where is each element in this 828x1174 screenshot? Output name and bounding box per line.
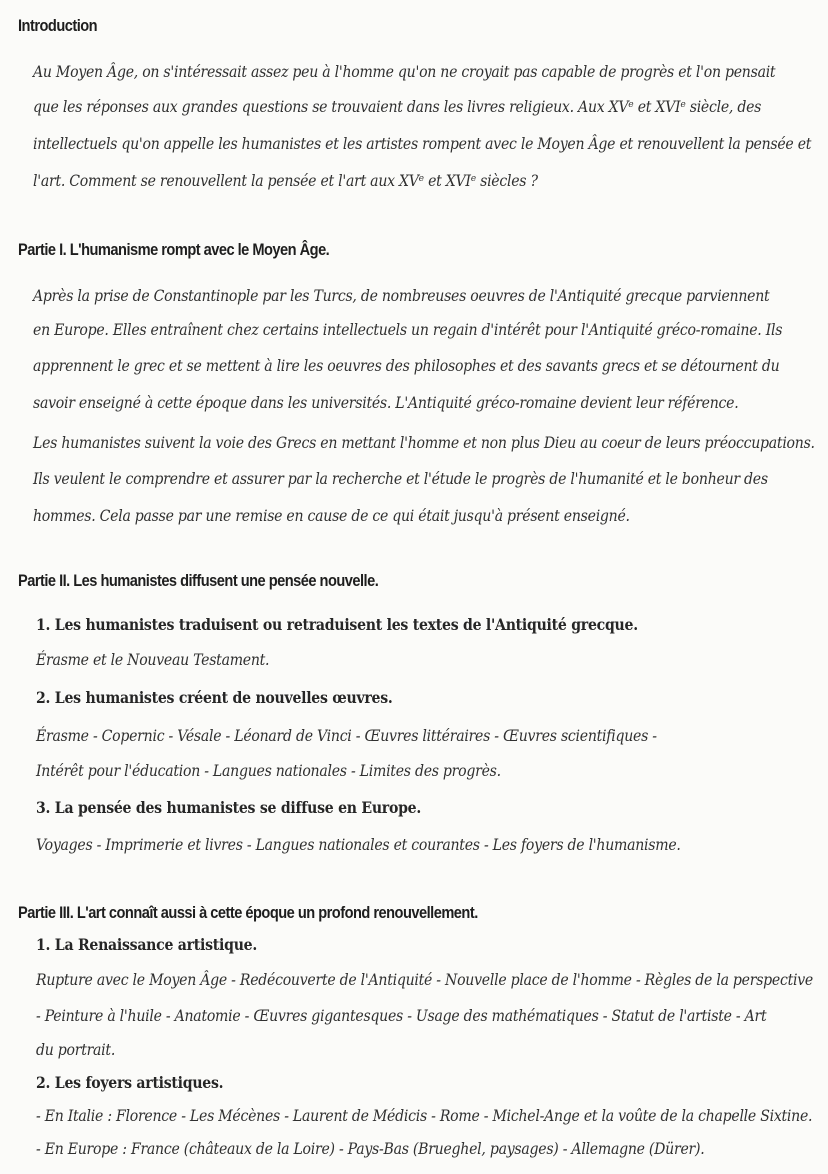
part2-subheading-1: 1. Les humanistes traduisent ou retraduisent les textes de l'Antiquité grecque. [36,615,638,634]
part1-line-3: apprennent le grec et se mettent à lire les oeuvres des philosophes et des savants grecs et se détournent du [33,356,780,375]
part2-sub3-line-1: Voyages - Imprimerie et livres - Langues nationales et courantes - Les foyers de l'humanisme. [36,835,681,854]
intro-line-4: l'art. Comment se renouvellent la pensée et l'art aux XVᵉ et XVIᵉ siècles ? [33,171,538,190]
part3-heading: Partie III. L'art connaît aussi à cette époque un profond renouvellement. [18,903,478,922]
part2-subheading-3: 3. La pensée des humanistes se diffuse en Europe. [36,798,422,817]
part3-sub2-line-1: - En Italie : Florence - Les Mécènes - Laurent de Médicis - Rome - Michel-Ange et la voûte de la chapelle Sixtine. [36,1106,813,1125]
part1-line-7: hommes. Cela passe par une remise en cause de ce qui était jusqu'à présent enseigné. [33,506,630,525]
part3-subheading-1: 1. La Renaissance artistique. [36,935,258,954]
intro-line-3: intellectuels qu'on appelle les humanistes et les artistes rompent avec le Moyen Âge et renouvellent la pensée et [33,134,812,153]
part3-subheading-2: 2. Les foyers artistiques. [36,1073,224,1092]
part1-line-2: en Europe. Elles entraînent chez certains intellectuels un regain d'intérêt pour l'Antiquité gréco-romaine. Ils [33,320,783,339]
part1-line-4: savoir enseigné à cette époque dans les universités. L'Antiquité gréco-romaine devient leur référence. [33,393,739,412]
part2-sub2-line-1: Érasme - Copernic - Vésale - Léonard de Vinci - Œuvres littéraires - Œuvres scientifiques - [36,726,657,745]
intro-line-1: Au Moyen Âge, on s'intéressait assez peu à l'homme qu'on ne croyait pas capable de progrès et l'on pensait [33,62,776,81]
part3-sub1-line-1: Rupture avec le Moyen Âge - Redécouverte de l'Antiquité - Nouvelle place de l'homme - Règles de la perspective [36,970,813,989]
part2-heading: Partie II. Les humanistes diffusent une pensée nouvelle. [18,571,379,590]
part1-heading: Partie I. L'humanisme rompt avec le Moyen Âge. [18,240,330,259]
part1-line-1: Après la prise de Constantinople par les Turcs, de nombreuses oeuvres de l'Antiquité grecque parviennent [33,286,770,305]
part3-sub1-line-2: - Peinture à l'huile - Anatomie - Œuvres gigantesques - Usage des mathématiques - Statut de l'artiste - Art [36,1006,767,1025]
part3-sub2-line-2: - En Europe : France (châteaux de la Loire) - Pays-Bas (Brueghel, paysages) - Allemagne (Dürer). [36,1139,705,1158]
part2-subheading-2: 2. Les humanistes créent de nouvelles œuvres. [36,688,393,707]
part1-line-6: Ils veulent le comprendre et assurer par la recherche et l'étude le progrès de l'humanité et le bonheur des [33,469,768,488]
part2-sub1-line-1: Érasme et le Nouveau Testament. [36,650,270,669]
intro-heading: Introduction [18,16,98,35]
intro-line-2: que les réponses aux grandes questions se trouvaient dans les livres religieux. Aux XVᵉ et XVIᵉ siècle, des [33,97,762,116]
part1-line-5: Les humanistes suivent la voie des Grecs en mettant l'homme et non plus Dieu au coeur de leurs préoccupations. [33,433,815,452]
part2-sub2-line-2: Intérêt pour l'éducation - Langues nationales - Limites des progrès. [36,761,501,780]
part3-sub1-line-3: du portrait. [36,1040,116,1059]
